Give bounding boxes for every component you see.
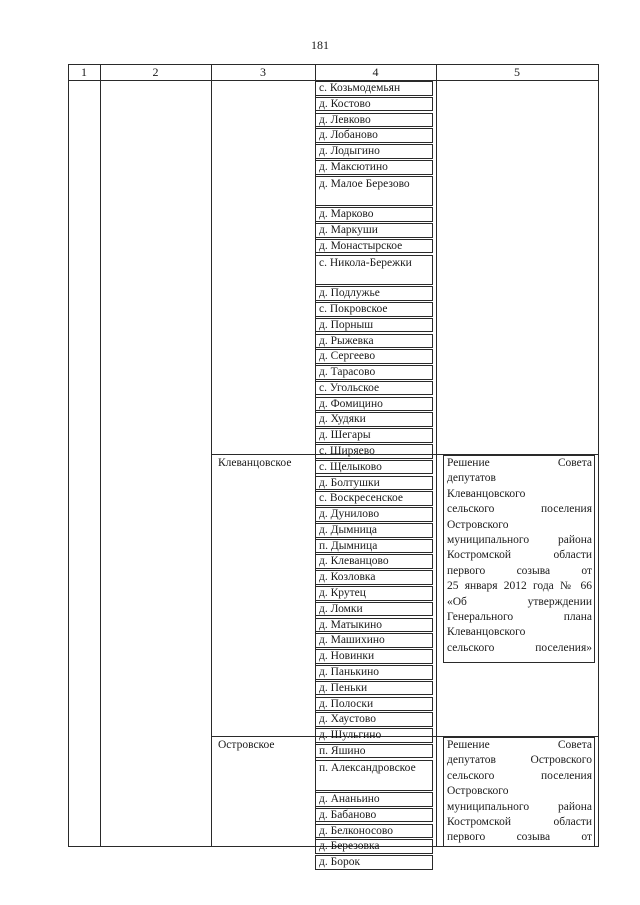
decision-line: муниципального района: [447, 534, 592, 547]
decision-line: сельского поселения: [447, 769, 592, 782]
locality-item: д. Бабаново: [315, 808, 433, 823]
locality-item: д. Марково: [315, 207, 433, 222]
table-border-left: [68, 64, 69, 847]
locality-item: д. Дунилово: [315, 507, 433, 522]
locality-item: д. Крутец: [315, 586, 433, 601]
decision-line: муниципального района: [447, 800, 592, 813]
locality-item: д. Монастырское: [315, 239, 433, 254]
column-header-4: 4: [372, 65, 379, 79]
locality-item: д. Ананьино: [315, 792, 433, 807]
settlement-name-ostrovskoe: Островское: [218, 739, 275, 751]
decision-line: Клеванцовского: [447, 626, 526, 639]
locality-item: д. Березовка: [315, 839, 433, 854]
decision-line: первого созыва от: [447, 831, 592, 844]
decision-line: Островского: [447, 785, 509, 798]
locality-item: д. Рыжевка: [315, 334, 433, 349]
locality-list: [315, 81, 433, 871]
locality-item: д. Машихино: [315, 633, 433, 648]
locality-item: д. Пеньки: [315, 681, 433, 696]
locality-item: д. Белконосово: [315, 824, 433, 839]
locality-item: п. Александровское: [315, 760, 433, 790]
col-divider-1-2: [100, 64, 101, 847]
locality-item: д. Полоски: [315, 697, 433, 712]
decision-line: депутатов: [447, 472, 496, 485]
decision-line: 25 января 2012 года № 66: [447, 580, 592, 593]
locality-item: п. Яшино: [315, 744, 433, 759]
decision-line: Решение Совета: [447, 457, 592, 469]
table-border-right: [598, 64, 599, 847]
locality-item: д. Малое Березово: [315, 176, 433, 206]
locality-item: д. Лодыгино: [315, 144, 433, 159]
locality-item: с. Никола-Бережки: [315, 255, 433, 285]
locality-item: д. Порныш: [315, 318, 433, 333]
settlement-name-klevantsovskoe: Клеванцовское: [218, 457, 292, 469]
decision-line: Островского: [447, 518, 509, 531]
decision-line: сельского поселения»: [447, 641, 592, 654]
decision-line: первого созыва от: [447, 564, 592, 577]
locality-item: с. Покровское: [315, 302, 433, 317]
decision-line: Генерального плана: [447, 611, 592, 624]
col-divider-2-3: [211, 64, 212, 847]
locality-item: д. Клеванцово: [315, 554, 433, 569]
locality-item: п. Дымница: [315, 539, 433, 554]
decision-line: Клеванцовского: [447, 487, 526, 500]
decision-line: Костромской области: [447, 816, 592, 829]
locality-item: д. Новинки: [315, 649, 433, 664]
locality-item: д. Шегары: [315, 428, 433, 443]
locality-item: д. Козловка: [315, 570, 433, 585]
locality-item: д. Сергеево: [315, 349, 433, 364]
decision-line: Решение Совета: [447, 739, 592, 751]
decision-text-ostrovskoe: [447, 738, 592, 846]
locality-item: д. Хаустово: [315, 712, 433, 727]
locality-item: д. Худяки: [315, 412, 433, 427]
locality-item: д. Дымница: [315, 523, 433, 538]
locality-item: д. Матыкино: [315, 618, 433, 633]
locality-item: д. Левково: [315, 113, 433, 128]
locality-item: д. Тарасово: [315, 365, 433, 380]
locality-item: с. Козьмодемьян: [315, 81, 433, 96]
locality-item: с. Угольское: [315, 381, 433, 396]
locality-item: д. Шульгино: [315, 728, 433, 743]
locality-item: д. Борок: [315, 855, 433, 870]
decision-line: депутатов Островского: [447, 754, 592, 767]
decision-line: Костромской области: [447, 549, 592, 562]
settlements-table: [68, 64, 599, 869]
locality-item: с. Ширяево: [315, 444, 433, 459]
locality-item: д. Максютино: [315, 160, 433, 175]
locality-item: с. Воскресенское: [315, 491, 433, 506]
locality-item: с. Щелыково: [315, 460, 433, 475]
locality-item: д. Ломки: [315, 602, 433, 617]
locality-item: д. Лобаново: [315, 128, 433, 143]
column-header-2: 2: [152, 65, 159, 79]
locality-item: д. Фомицино: [315, 397, 433, 412]
locality-item: д. Костово: [315, 97, 433, 112]
decision-line: сельского поселения: [447, 503, 592, 516]
decision-line: «Об утверждении: [447, 595, 592, 608]
locality-item: д. Панькино: [315, 665, 433, 680]
page-number: 181: [311, 38, 329, 52]
col-divider-4-5: [436, 64, 437, 847]
decision-text-klevantsovskoe: [447, 456, 592, 656]
column-header-3: 3: [260, 65, 266, 79]
column-header-1: 1: [81, 65, 87, 79]
locality-item: д. Болтушки: [315, 476, 433, 491]
column-header-5: 5: [514, 65, 520, 79]
locality-item: д. Маркуши: [315, 223, 433, 238]
locality-item: д. Подлужье: [315, 286, 433, 301]
